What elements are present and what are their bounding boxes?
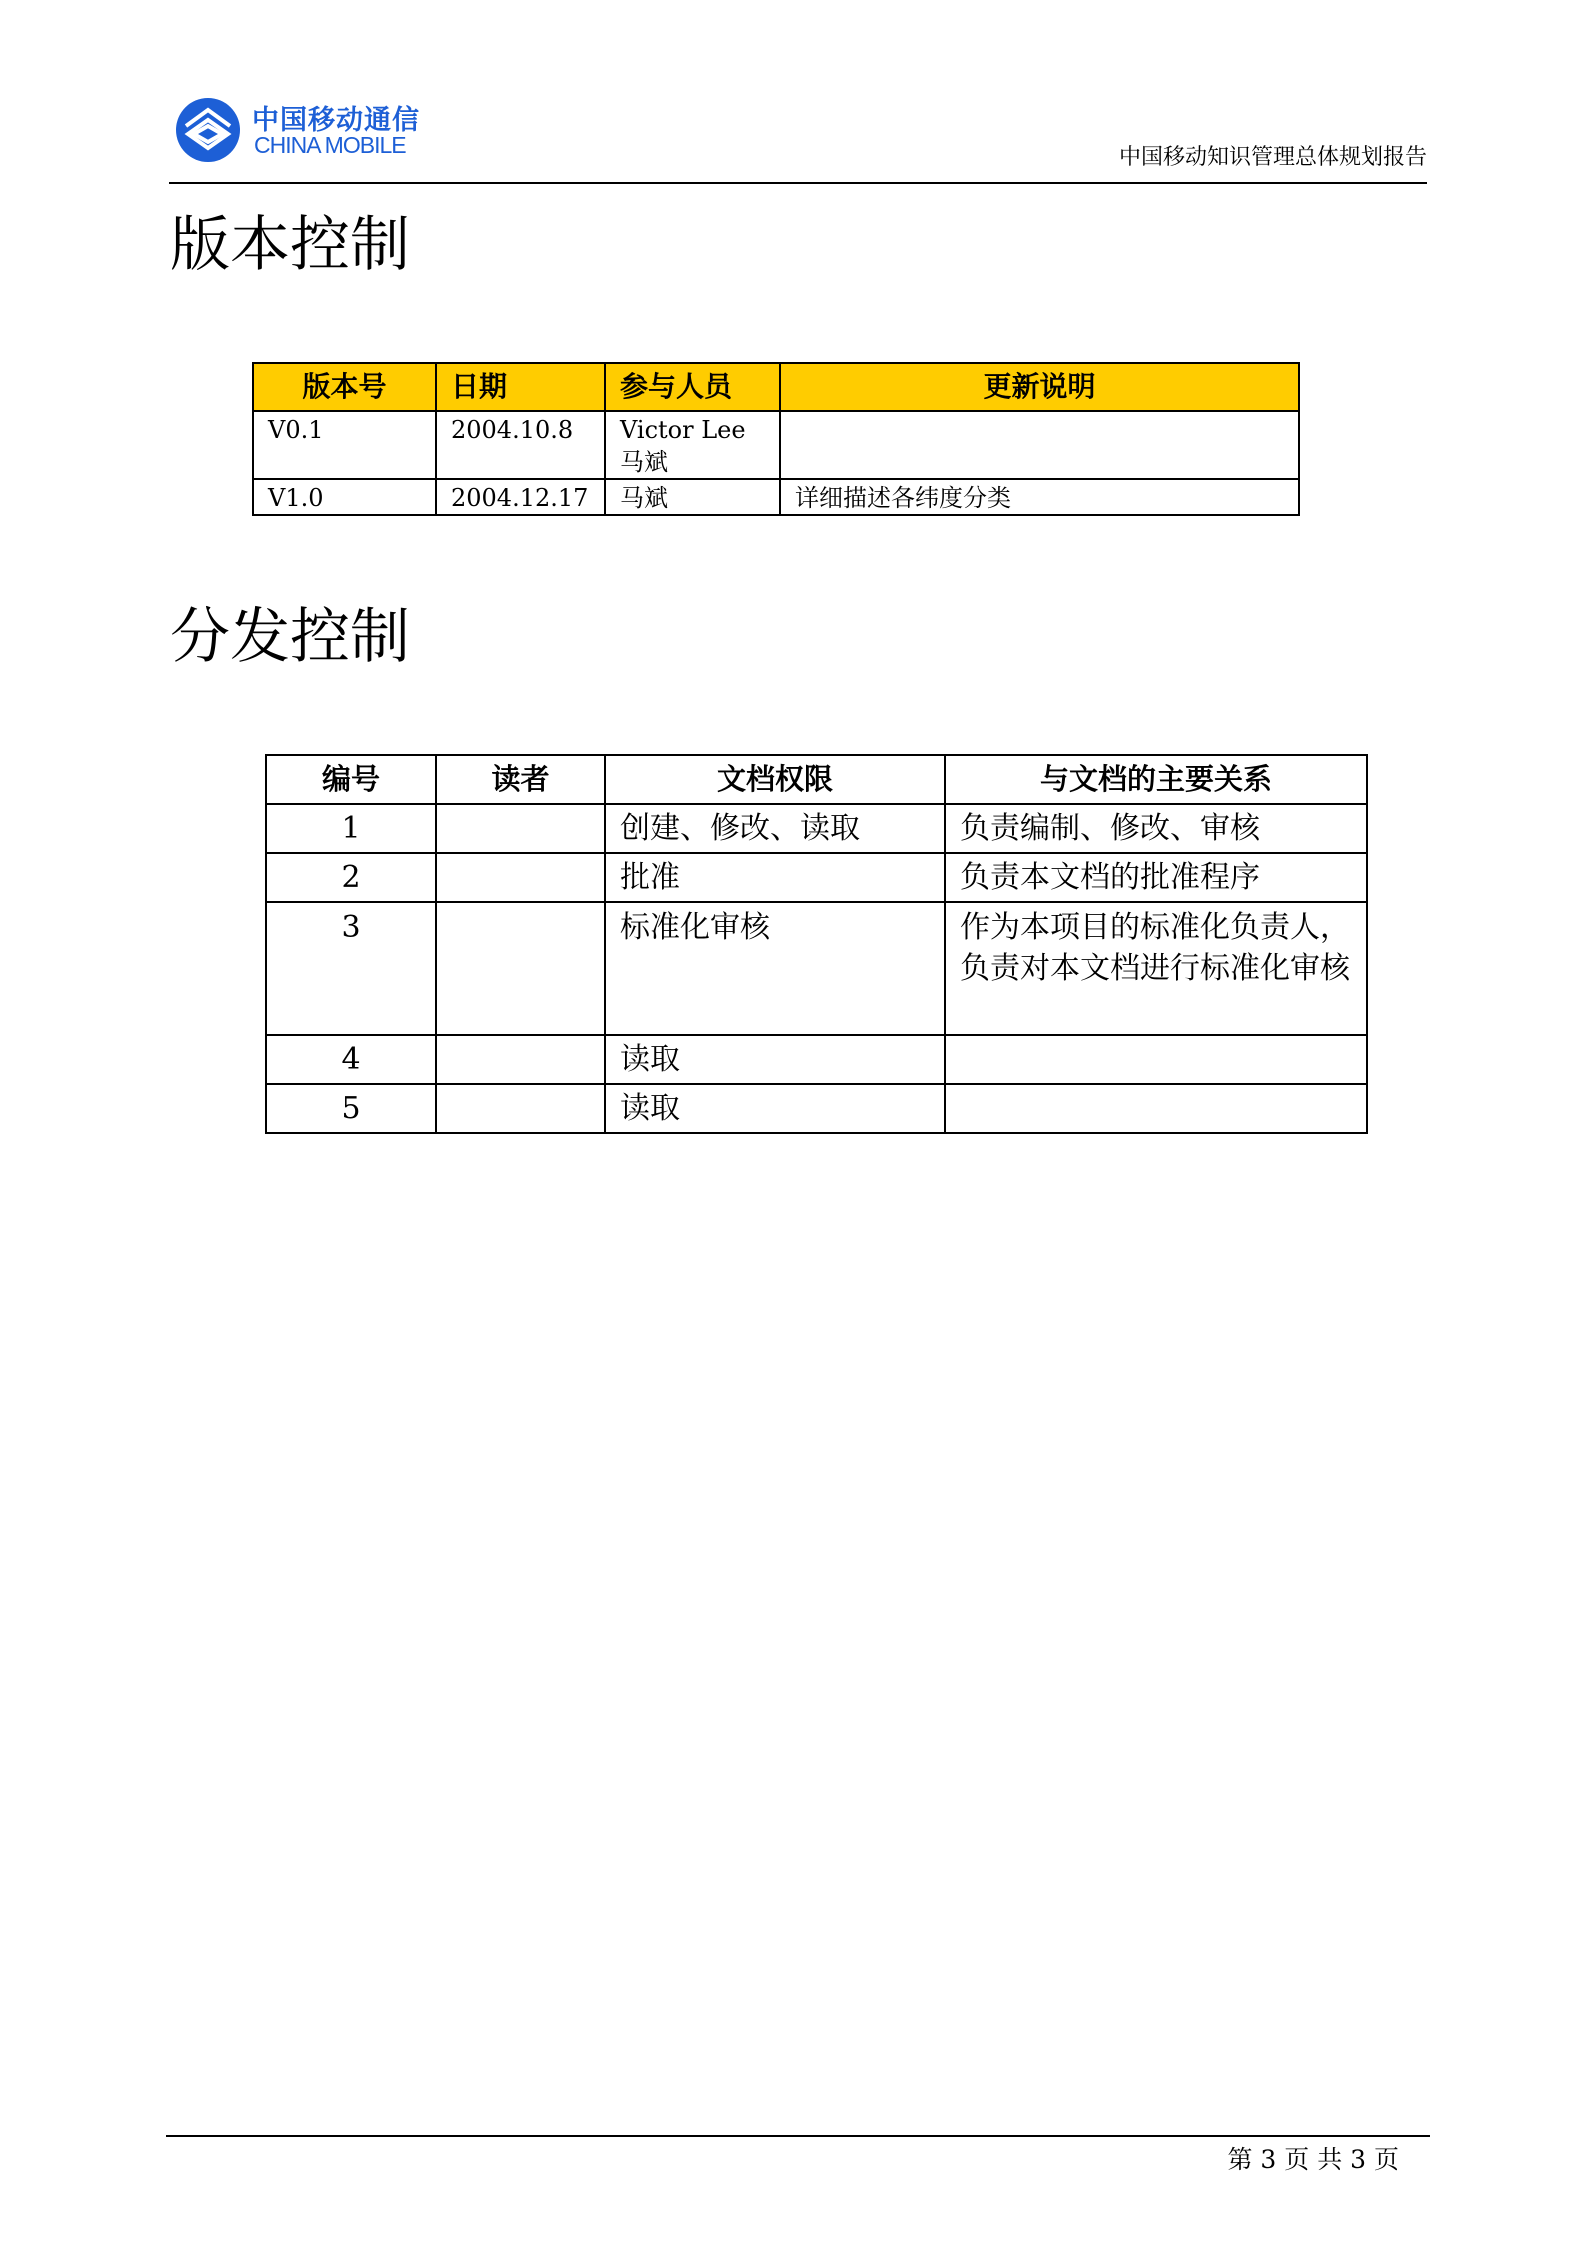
- distribution-control-table: [265, 754, 1368, 1134]
- logo-text-cn: 中国移动通信: [252, 105, 420, 136]
- footer-divider: [166, 2135, 1430, 2137]
- column-header: 日期: [436, 363, 605, 411]
- person: Victor Lee: [620, 416, 746, 444]
- table-row: [253, 411, 1299, 479]
- report-title: 中国移动知识管理总体规划报告: [1118, 145, 1427, 170]
- version-control-heading: 版本控制: [170, 210, 410, 280]
- table-row: [266, 1035, 1367, 1084]
- number-cell: 1: [266, 804, 436, 853]
- reader-cell: [436, 902, 605, 1035]
- relation-cell: 作为本项目的标准化负责人，负责对本文档进行标准化审核: [945, 902, 1367, 1035]
- header-divider: [169, 182, 1427, 184]
- column-header: 与文档的主要关系: [945, 755, 1367, 804]
- reader-cell: [436, 804, 605, 853]
- people-cell: [605, 479, 780, 515]
- permission-cell: 标准化审核: [605, 902, 945, 1035]
- china-mobile-logo: [174, 96, 434, 164]
- table-row: [266, 1084, 1367, 1133]
- column-header: 编号: [266, 755, 436, 804]
- permission-cell: 读取: [605, 1084, 945, 1133]
- date-cell: 2004.10.8: [436, 411, 605, 479]
- table-row: [266, 902, 1367, 1035]
- page-number: 第 3 页 共 3 页: [1227, 2145, 1399, 2174]
- column-header: 更新说明: [780, 363, 1299, 411]
- relation-cell: 负责编制、修改、审核: [945, 804, 1367, 853]
- table-row: [253, 479, 1299, 515]
- column-header: 读者: [436, 755, 605, 804]
- number-cell: 2: [266, 853, 436, 902]
- china-mobile-logo-icon: [174, 96, 244, 164]
- version-control-table: [252, 362, 1300, 516]
- version-cell: V0.1: [253, 411, 436, 479]
- permission-cell: 创建、修改、读取: [605, 804, 945, 853]
- notes-cell: [780, 411, 1299, 479]
- notes-cell: 详细描述各纬度分类: [780, 479, 1299, 515]
- permission-cell: 读取: [605, 1035, 945, 1084]
- table-row: [266, 853, 1367, 902]
- reader-cell: [436, 1084, 605, 1133]
- version-cell: V1.0: [253, 479, 436, 515]
- table-header-row: [253, 363, 1299, 411]
- number-cell: 3: [266, 902, 436, 1035]
- reader-cell: [436, 1035, 605, 1084]
- reader-cell: [436, 853, 605, 902]
- relation-cell: [945, 1084, 1367, 1133]
- relation-cell: 负责本文档的批准程序: [945, 853, 1367, 902]
- date-cell: 2004.12.17: [436, 479, 605, 515]
- column-header: 版本号: [253, 363, 436, 411]
- permission-cell: 批准: [605, 853, 945, 902]
- logo-text-en: CHINA MOBILE: [254, 132, 406, 158]
- relation-cell: [945, 1035, 1367, 1084]
- table-row: [266, 804, 1367, 853]
- person: 马斌: [620, 448, 668, 476]
- column-header: 文档权限: [605, 755, 945, 804]
- table-header-row: [266, 755, 1367, 804]
- people-cell: [605, 411, 780, 479]
- column-header: 参与人员: [605, 363, 780, 411]
- number-cell: 4: [266, 1035, 436, 1084]
- person: 马斌: [620, 484, 668, 512]
- distribution-control-heading: 分发控制: [170, 602, 410, 672]
- number-cell: 5: [266, 1084, 436, 1133]
